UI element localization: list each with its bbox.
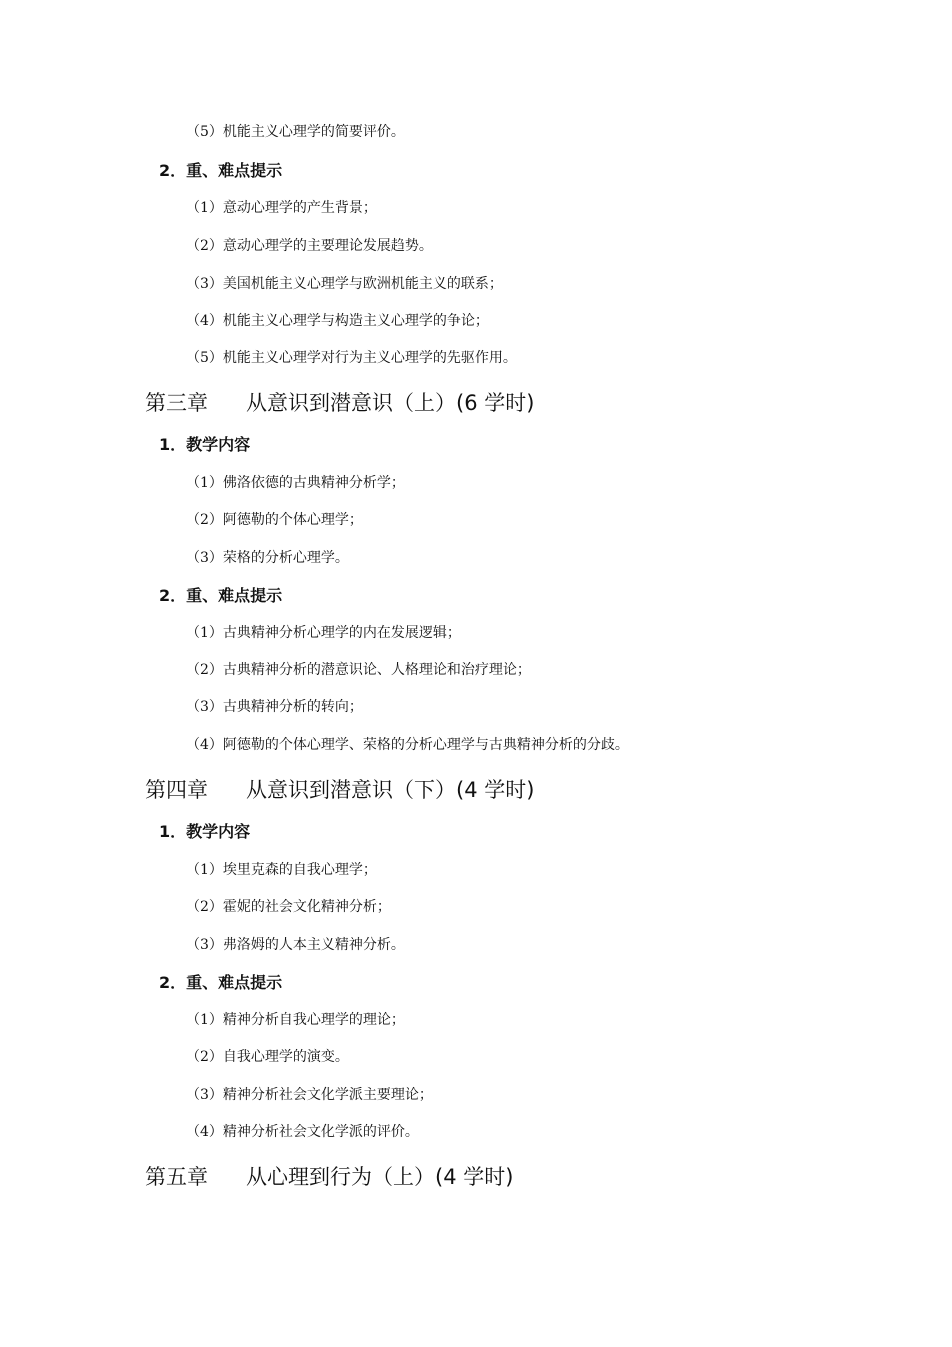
list-item: （3）精神分析社会文化学派主要理论；: [186, 1087, 433, 1103]
chapter-heading: [145, 776, 535, 804]
section-heading: 1．教学内容: [159, 822, 251, 841]
list-item: （2）霍妮的社会文化精神分析；: [186, 899, 391, 915]
list-item: （1）意动心理学的产生背景；: [186, 200, 377, 216]
list-item: （3）美国机能主义心理学与欧洲机能主义的联系；: [186, 276, 503, 292]
chapter-title: 从心理到行为（上）(4 学时): [246, 1165, 514, 1189]
list-item: （4）精神分析社会文化学派的评价。: [186, 1124, 419, 1140]
list-item: （1）佛洛依德的古典精神分析学；: [186, 475, 405, 491]
list-item: （3）弗洛姆的人本主义精神分析。: [186, 937, 405, 953]
chapter-label: 第五章: [145, 1165, 208, 1189]
chapter-title: 从意识到潜意识（下）(4 学时): [246, 778, 535, 802]
chapter-heading: [145, 389, 535, 417]
list-item: （5）机能主义心理学的简要评价。: [186, 124, 405, 140]
section-heading: 2．重、难点提示: [159, 161, 283, 180]
list-item: （4）阿德勒的个体心理学、荣格的分析心理学与古典精神分析的分歧。: [186, 737, 629, 753]
section-heading: 2．重、难点提示: [159, 586, 283, 605]
list-item: （2）阿德勒的个体心理学；: [186, 512, 363, 528]
list-item: （5）机能主义心理学对行为主义心理学的先驱作用。: [186, 350, 517, 366]
chapter-heading: [145, 1163, 514, 1191]
list-item: （1）埃里克森的自我心理学；: [186, 862, 377, 878]
list-item: （2）自我心理学的演变。: [186, 1049, 349, 1065]
list-item: （2）古典精神分析的潜意识论、人格理论和治疗理论；: [186, 662, 531, 678]
list-item: （1）精神分析自我心理学的理论；: [186, 1012, 405, 1028]
list-item: （3）古典精神分析的转向；: [186, 699, 363, 715]
chapter-label: 第三章: [145, 391, 208, 415]
section-heading: 2．重、难点提示: [159, 973, 283, 992]
list-item: （3）荣格的分析心理学。: [186, 550, 349, 566]
section-heading: 1．教学内容: [159, 435, 251, 454]
list-item: （4）机能主义心理学与构造主义心理学的争论；: [186, 313, 489, 329]
list-item: （2）意动心理学的主要理论发展趋势。: [186, 238, 433, 254]
list-item: （1）古典精神分析心理学的内在发展逻辑；: [186, 625, 461, 641]
chapter-title: 从意识到潜意识（上）(6 学时): [246, 391, 535, 415]
chapter-label: 第四章: [145, 778, 208, 802]
